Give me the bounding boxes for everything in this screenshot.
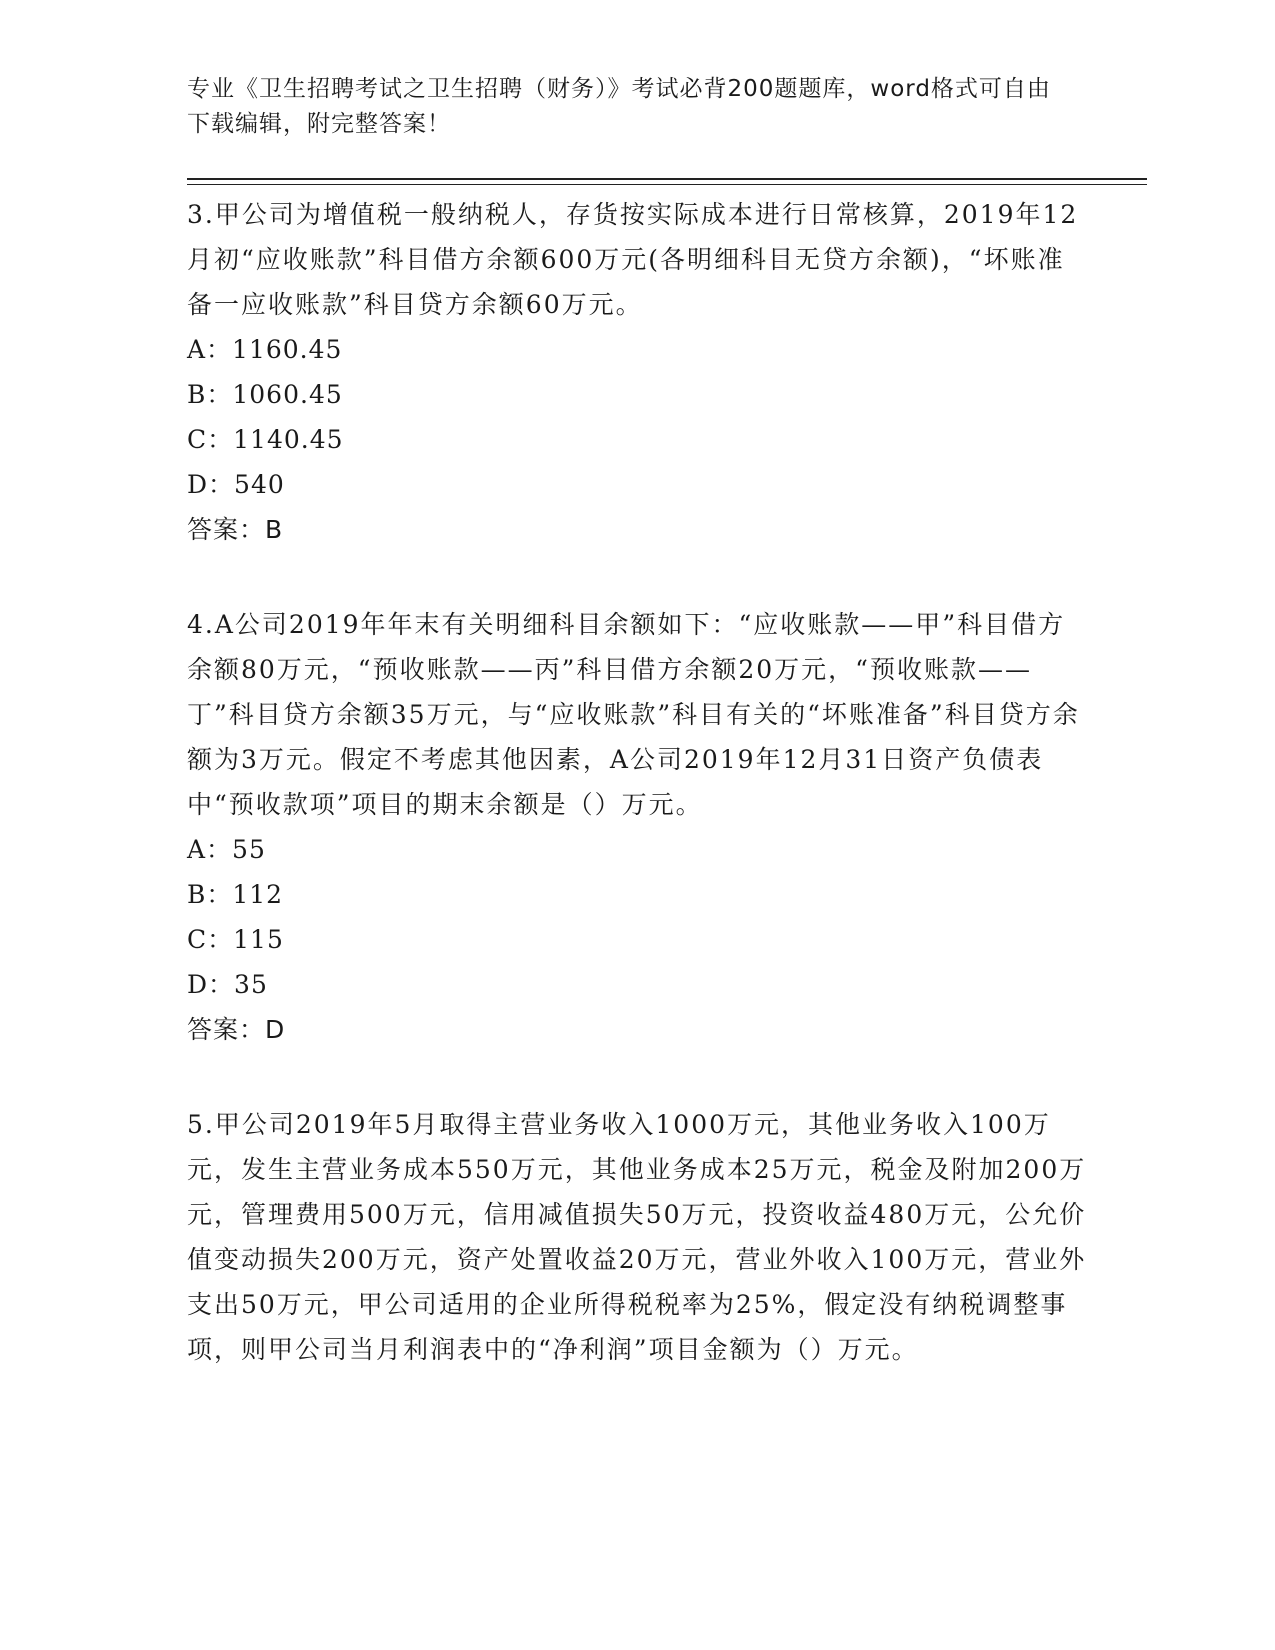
option-d: D：35 [187, 970, 268, 999]
question-text: 4.A公司2019年年末有关明细科目余额如下：“应收账款——甲”科目借方余额80万元，“预收账款——丙”科目借方余额20万元，“预收账款——丁”科目贷方余额35万元，与“应收账款”科目有关的“坏账准备”科目贷方余额为3万元。假定不考虑其他因素，A公司2019年12月31日资产负债表中“预收款项”项目的期末余额是（）万元。 [187, 610, 1080, 819]
header-divider [187, 178, 1147, 180]
question-list [187, 192, 1087, 1372]
question-text: 5.甲公司2019年5月取得主营业务收入1000万元，其他业务收入100万元，发生主营业务成本550万元，其他业务成本25万元，税金及附加200万元，管理费用500万元，信用减值损失50万元，投资收益480万元，公允价值变动损失200万元，资产处置收益20万元，营业外收入100万元，营业外支出50万元，甲公司适用的企业所得税税率为25%，假定没有纳税调整事项，则甲公司当月利润表中的“净利润”项目金额为（）万元。 [187, 1110, 1087, 1364]
question-3 [187, 192, 1087, 552]
question-text: 3.甲公司为增值税一般纳税人，存货按实际成本进行日常核算，2019年12月初“应收账款”科目借方余额600万元(各明细科目无贷方余额)，“坏账准备一应收账款”科目贷方余额60万元。 [187, 200, 1079, 319]
option-a: A：1160.45 [187, 335, 343, 364]
option-d: D：540 [187, 470, 285, 499]
option-c: C：115 [187, 925, 284, 954]
answer-line: 答案：B [187, 515, 284, 544]
document-header: 专业《卫生招聘考试之卫生招聘（财务）》考试必背200题题库，word格式可自由下载编辑，附完整答案！ [187, 76, 1051, 137]
header-divider-thin [187, 184, 1147, 185]
option-b: B：112 [187, 880, 284, 909]
option-c: C：1140.45 [187, 425, 344, 454]
answer-line: 答案：D [187, 1015, 286, 1044]
question-5 [187, 1102, 1087, 1372]
option-b: B：1060.45 [187, 380, 343, 409]
question-4 [187, 602, 1087, 1052]
option-a: A：55 [187, 835, 266, 864]
